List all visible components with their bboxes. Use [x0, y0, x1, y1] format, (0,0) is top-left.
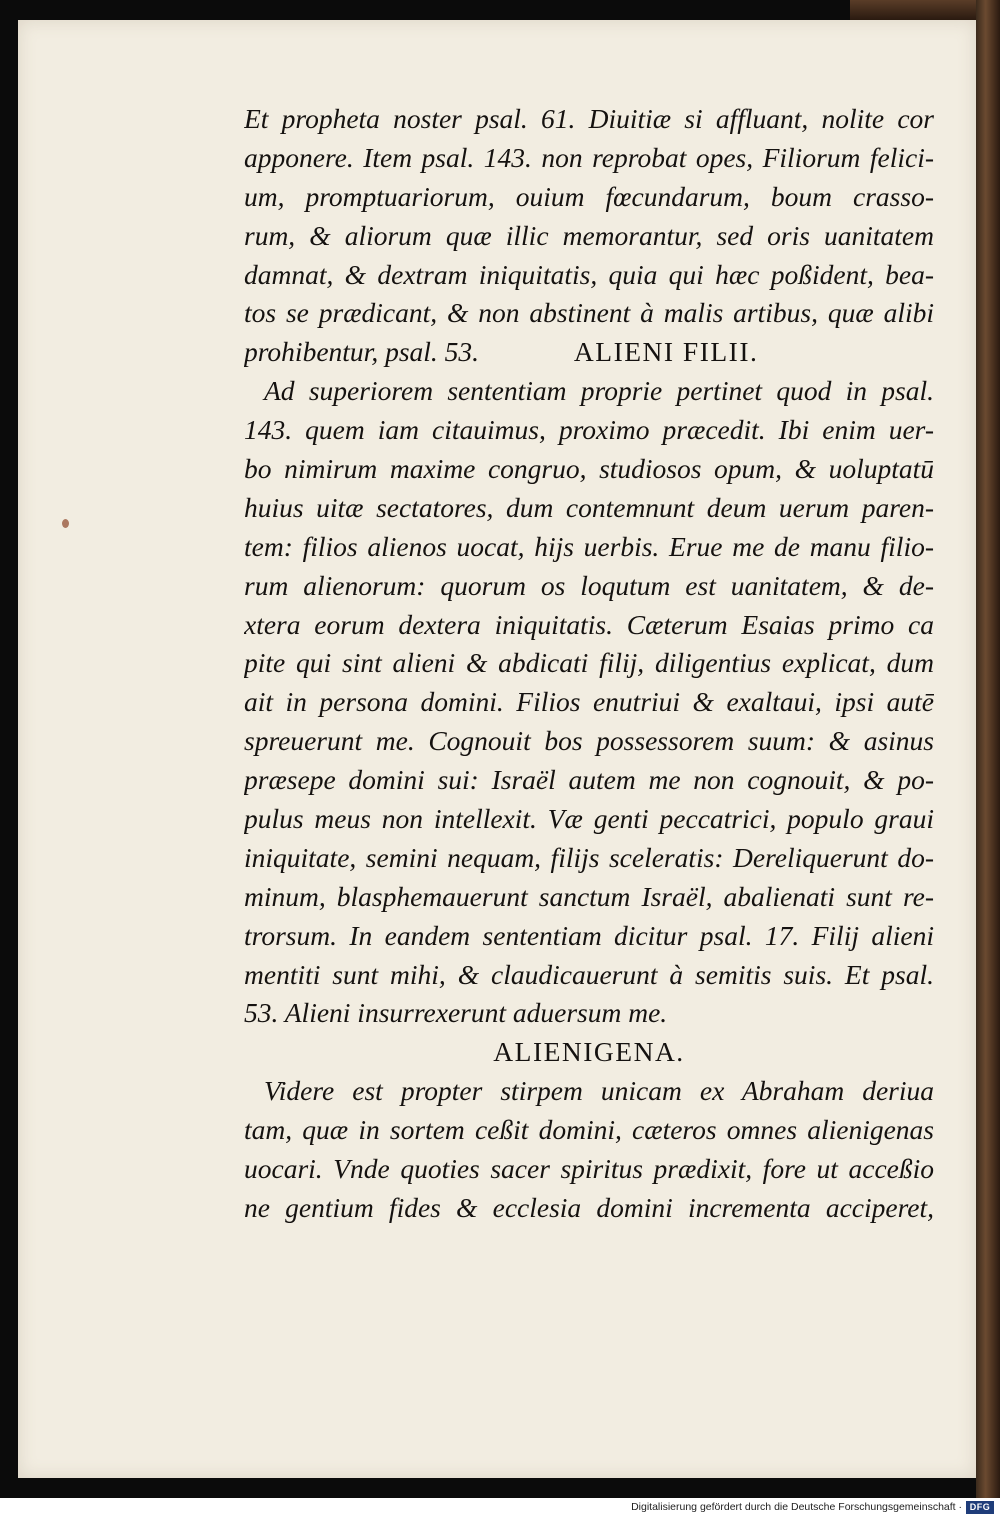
section-heading-alienigena: ALIENIGENA.	[493, 1036, 685, 1068]
text-line: iniquitate, semini nequam, filijs sceleratis: Dereliquerunt do-	[244, 841, 934, 873]
section-heading-alieni-filii: ALIENI FILII.	[573, 336, 759, 368]
text-line: huius uitæ sectatores, dum contemnunt deum uerum paren-	[244, 491, 934, 523]
text-line: tem: filios alienos uocat, hijs uerbis. Erue me de manu filio-	[244, 530, 934, 562]
text-line: damnat, & dextram iniquitatis, quia qui hæc poßident, bea-	[244, 258, 934, 290]
text-line: trorsum. In eandem sententiam dicitur psal. 17. Filij alieni	[244, 919, 934, 951]
text-line-with-heading	[244, 333, 934, 372]
book-spine	[976, 0, 1000, 1500]
text-line: Ad superiorem sententiam proprie pertinet quod in psal.	[264, 375, 934, 407]
text-line: tam, quæ in sortem ceßit domini, cæteros omnes alienigenas	[244, 1114, 934, 1146]
text-line: rum alienorum: quorum os loqutum est uanitatem, & de-	[244, 569, 934, 601]
text-line: pulus meus non intellexit. Væ genti peccatrici, populo graui	[244, 803, 934, 835]
text-line: prohibentur, psal. 53.	[244, 336, 480, 368]
page-stain	[62, 519, 69, 528]
digitization-footer	[0, 1498, 1000, 1518]
text-line: bo nimirum maxime congruo, studiosos opum, & uoluptatū	[244, 453, 934, 485]
text-line: uocari. Vnde quoties sacer spiritus prædixit, fore ut acceßio	[244, 1153, 934, 1185]
page-text	[244, 100, 934, 1228]
text-line: apponere. Item psal. 143. non reprobat opes, Filiorum felici-	[244, 141, 934, 173]
text-line: præsepe domini sui: Israël autem me non cognouit, & po-	[244, 764, 934, 796]
text-line: 143. quem iam citauimus, proximo præcedit. Ibi enim uer-	[244, 414, 934, 446]
text-line: rum, & aliorum quæ illic memorantur, sed oris uanitatem	[244, 219, 934, 251]
text-line: 53. Alieni insurrexerunt aduersum me.	[244, 997, 668, 1029]
dfg-logo: DFG	[966, 1501, 994, 1514]
text-line: minum, blasphemauerunt sanctum Israël, abalienati sunt re-	[244, 880, 934, 912]
text-line: mentiti sunt mihi, & claudicauerunt à semitis suis. Et psal.	[244, 958, 934, 990]
text-line: spreuerunt me. Cognouit bos possessorem suum: & asinus	[244, 725, 934, 757]
funding-credit: Digitalisierung gefördert durch die Deutsche Forschungsgemeinschaft ·	[631, 1501, 962, 1513]
text-line: Videre est propter stirpem unicam ex Abraham deriua	[264, 1075, 934, 1107]
text-line: Et propheta noster psal. 61. Diuitiæ si affluant, nolite cor	[244, 103, 934, 134]
text-line: tos se prædicant, & non abstinent à malis artibus, quæ alibi	[244, 297, 934, 329]
text-line: um, promptuariorum, ouium fœcundarum, boum crasso-	[244, 180, 934, 212]
text-line: xtera eorum dextera iniquitatis. Cæterum Esaias primo ca	[244, 608, 934, 640]
text-line: ne gentium fides & ecclesia domini incrementa acciperet,	[244, 1191, 934, 1223]
text-line: ait in persona domini. Filios enutriui & exaltaui, ipsi autē	[244, 686, 934, 718]
text-line: pite qui sint alieni & abdicati filij, diligentius explicat, dum	[244, 647, 934, 679]
